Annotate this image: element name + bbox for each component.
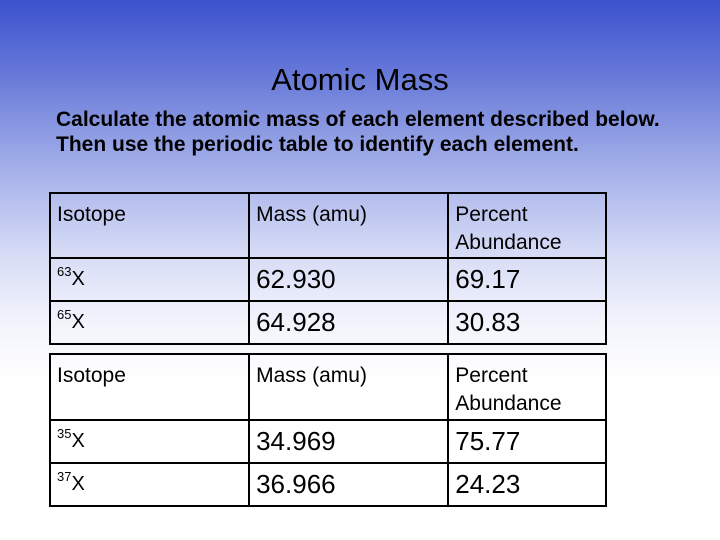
mass-header: Mass (amu) [249,193,448,258]
mass-header: Mass (amu) [249,354,448,420]
table-row [50,420,606,463]
table-row [50,301,606,344]
table-header-row [50,193,606,258]
element-symbol: X [71,430,85,452]
mass-number: 65 [57,307,72,322]
isotope-table-2 [49,353,607,507]
table-row [50,463,606,506]
isotope-cell [50,420,249,463]
instructions-text: Calculate the atomic mass of each element described below. Then use the periodic table to identify each element. [56,108,660,156]
element-symbol: X [71,473,85,495]
isotope-cell [50,463,249,506]
mass-cell: 62.930 [249,258,448,301]
table-row [50,258,606,301]
isotope-cell [50,258,249,301]
slide-title: Atomic Mass [271,62,449,97]
isotope-header: Isotope [50,354,249,420]
mass-cell: 36.966 [249,463,448,506]
mass-cell: 64.928 [249,301,448,344]
percent-cell: 75.77 [448,420,606,463]
percent-abundance-header: Percent Abundance [448,193,606,258]
percent-cell: 30.83 [448,301,606,344]
isotope-header: Isotope [50,193,249,258]
element-symbol: X [71,311,85,333]
mass-number: 37 [57,469,72,484]
mass-number: 35 [57,426,72,441]
isotope-cell [50,301,249,344]
percent-cell: 69.17 [448,258,606,301]
percent-abundance-header: Percent Abundance [448,354,606,420]
mass-cell: 34.969 [249,420,448,463]
isotope-table-1 [49,192,607,345]
element-symbol: X [71,268,85,290]
mass-number: 63 [57,264,72,279]
percent-cell: 24.23 [448,463,606,506]
table-header-row [50,354,606,420]
